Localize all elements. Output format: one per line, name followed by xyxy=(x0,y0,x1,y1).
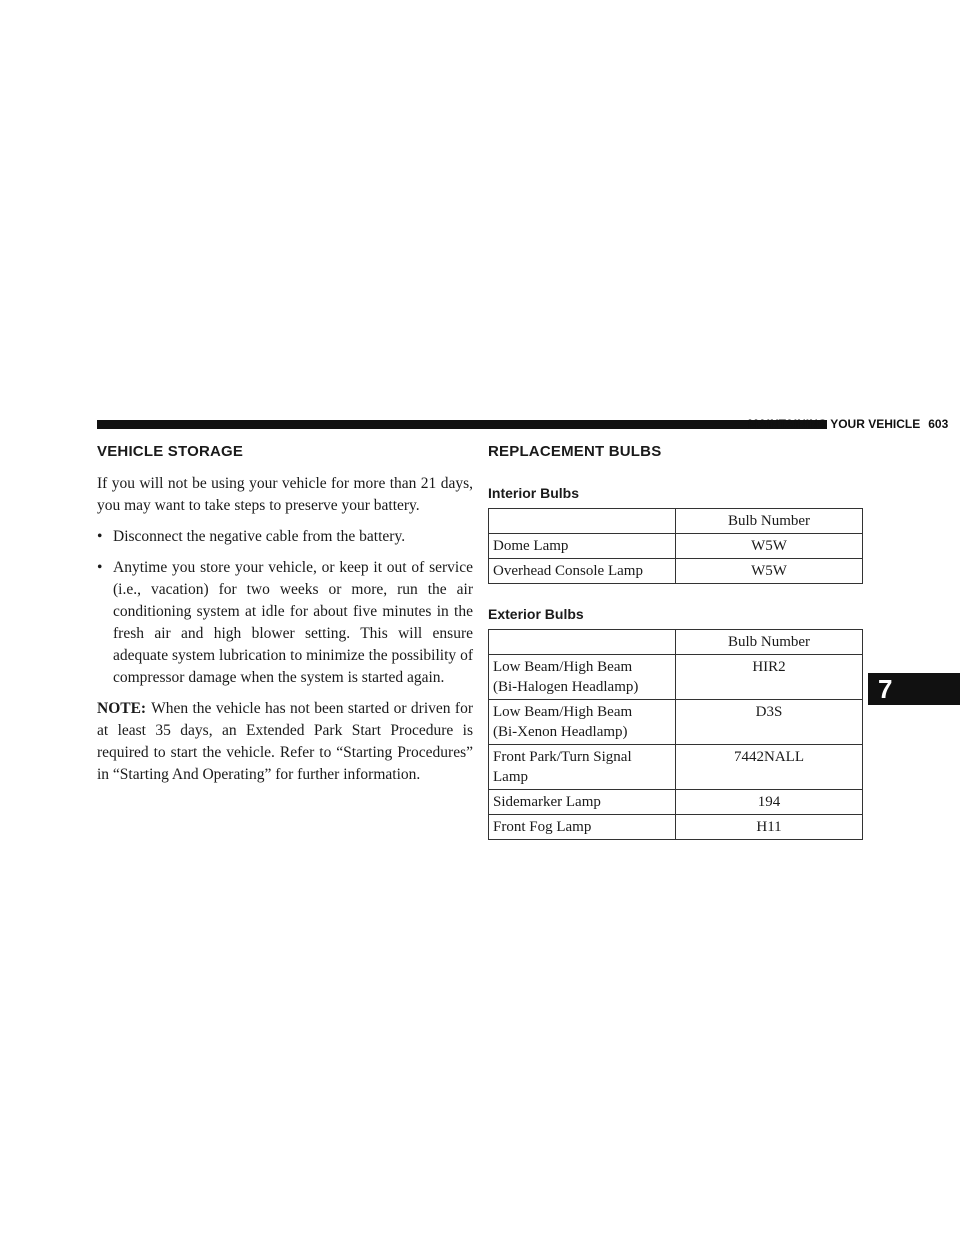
page-number: 603 xyxy=(928,417,949,431)
bullet-glyph: • xyxy=(97,559,103,576)
note-label: NOTE: xyxy=(97,700,147,717)
bulb-number: W5W xyxy=(676,534,863,559)
storage-note xyxy=(97,698,473,786)
vehicle-storage-section xyxy=(97,443,473,786)
list-item xyxy=(97,557,473,689)
bullet-glyph: • xyxy=(97,528,103,545)
table-row xyxy=(489,534,863,559)
header-rule xyxy=(97,420,827,429)
lamp-name-line: Lamp xyxy=(493,769,528,785)
vehicle-storage-intro: If you will not be using your vehicle for more than 21 days, you may want to take steps to preserve your battery. xyxy=(97,475,473,514)
replacement-bulbs-heading: REPLACEMENT BULBS xyxy=(488,443,662,460)
lamp-name: Front Fog Lamp xyxy=(489,815,676,840)
lamp-name: Dome Lamp xyxy=(489,534,676,559)
table-row xyxy=(489,700,863,745)
lamp-name-line: (Bi-Halogen Headlamp) xyxy=(493,679,639,695)
lamp-name: Sidemarker Lamp xyxy=(489,790,676,815)
bulb-number-header: Bulb Number xyxy=(676,509,863,534)
table-cell xyxy=(489,630,676,655)
table-header-row xyxy=(489,630,863,655)
bulb-number: 7442NALL xyxy=(676,745,863,790)
bulb-number: W5W xyxy=(676,559,863,584)
lamp-name xyxy=(489,655,676,700)
bullet-text: Anytime you store your vehicle, or keep it out of service (i.e., vacation) for two weeks or more, run the air conditioning system at idle for about five minutes in the fresh air and high blower setting. This will ensure adequate system lubrication to minimize the possibility of compressor damage when the system is started again. xyxy=(113,559,473,686)
lamp-name xyxy=(489,745,676,790)
table-row xyxy=(489,815,863,840)
storage-bullet-list xyxy=(97,526,473,689)
lamp-name-line: Low Beam/High Beam xyxy=(493,659,633,675)
exterior-bulbs-table xyxy=(488,629,863,840)
bulb-number: 194 xyxy=(676,790,863,815)
lamp-name-line: (Bi-Xenon Headlamp) xyxy=(493,724,628,740)
bulb-number: HIR2 xyxy=(676,655,863,700)
bullet-text: Disconnect the negative cable from the battery. xyxy=(113,528,406,545)
bulb-number-header: Bulb Number xyxy=(676,630,863,655)
chapter-title: MAINTAINING YOUR VEHICLE xyxy=(748,417,921,431)
table-row xyxy=(489,790,863,815)
exterior-bulbs-heading: Exterior Bulbs xyxy=(488,606,584,622)
replacement-bulbs-section xyxy=(488,443,864,840)
interior-bulbs-heading: Interior Bulbs xyxy=(488,485,580,501)
running-header xyxy=(748,417,949,431)
lamp-name xyxy=(489,700,676,745)
note-text: When the vehicle has not been started or driven for at least 35 days, an Extended Park Start Procedure is required to start the vehicle. Refer to “Starting Procedures” in “Starting And Operating” for further information. xyxy=(97,700,473,783)
table-row xyxy=(489,559,863,584)
bulb-number: D3S xyxy=(676,700,863,745)
table-header-row xyxy=(489,509,863,534)
table-row xyxy=(489,655,863,700)
table-cell xyxy=(489,509,676,534)
lamp-name: Overhead Console Lamp xyxy=(489,559,676,584)
lamp-name-line: Low Beam/High Beam xyxy=(493,704,633,720)
section-tab: 7 xyxy=(868,673,960,705)
table-row xyxy=(489,745,863,790)
vehicle-storage-heading: VEHICLE STORAGE xyxy=(97,443,244,460)
bulb-number: H11 xyxy=(676,815,863,840)
lamp-name-line: Front Park/Turn Signal xyxy=(493,749,632,765)
list-item xyxy=(97,526,473,548)
interior-bulbs-table xyxy=(488,508,863,584)
